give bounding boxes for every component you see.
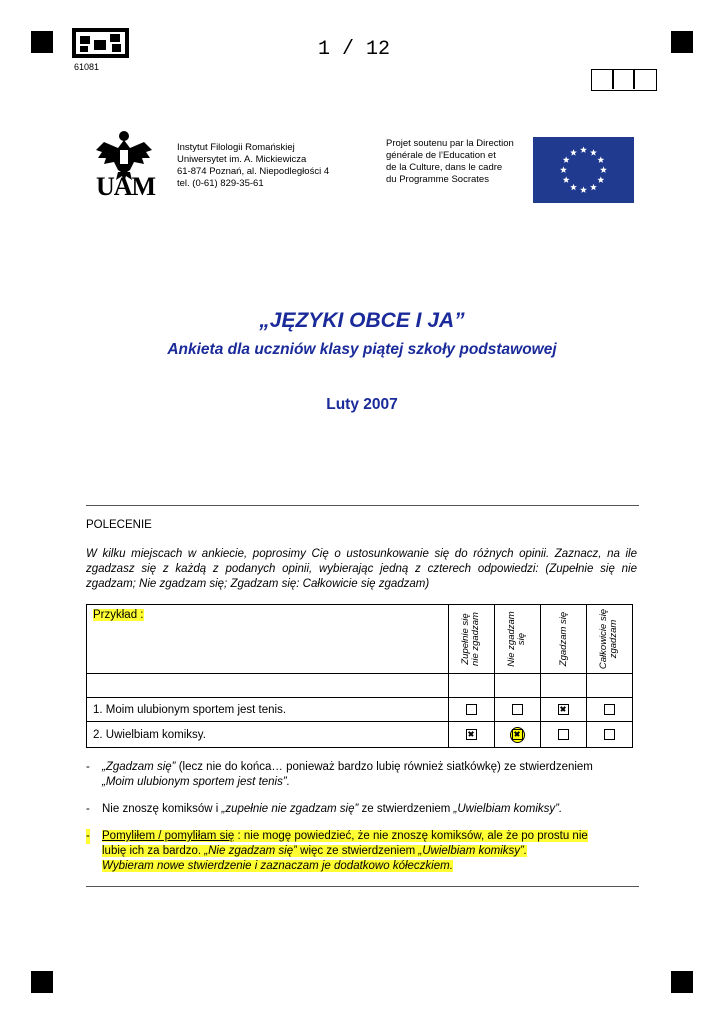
institution-address <box>177 142 329 190</box>
eu-stars-icon <box>533 137 634 203</box>
eu-star-icon <box>563 156 570 163</box>
bullet-dash: - <box>86 830 90 842</box>
eu-star-icon <box>580 146 587 153</box>
checkbox[interactable] <box>466 704 477 715</box>
table-row <box>87 698 633 722</box>
divider-bottom <box>86 886 639 887</box>
note-2: - Nie znoszę komiksów i „zupełnie nie zgadzam się” ze stwierdzeniem „Uwielbiam komiksy”. <box>86 803 563 815</box>
sponsor-line: générale de l’Education et <box>386 150 496 161</box>
circled-checkbox <box>510 727 525 743</box>
example-table <box>86 604 633 748</box>
eu-flag <box>533 137 634 203</box>
address-line: Uniwersytet im. A. Mickiewicza <box>177 154 307 165</box>
sponsor-line: de la Culture, dans le cadre <box>386 162 503 173</box>
eu-star-icon <box>570 149 577 156</box>
statement-cell: 2. Uwielbiam komiksy. <box>87 722 449 748</box>
checkbox[interactable] <box>604 704 615 715</box>
bullet-dash: - <box>86 803 90 815</box>
eu-star-icon <box>563 176 570 183</box>
instructions-text: W kilku miejscach w ankiecie, poprosimy Cię o ustosunkowanie się do różnych opinii. Zaznacz, na ile zgadzasz się z każdą z podanych opinii, wybierając jedną z czterech odpowiedzi: (Zupełnie się nie zgadzam; Nie zgadzam się; Zgadzam się: Całkowicie się zgadzam) <box>86 548 637 590</box>
column-header: Całkowicie się zgadzam <box>586 605 632 674</box>
example-label-cell <box>87 605 449 674</box>
uam-logo-text: UAM <box>96 172 156 201</box>
column-header: Zgadzam się <box>541 605 587 674</box>
document-date: Luty 2007 <box>326 396 398 413</box>
eu-star-icon <box>570 184 577 191</box>
example-label: Przykład : <box>93 609 144 621</box>
document-subtitle: Ankieta dla uczniów klasy piątej szkoły podstawowej <box>167 341 557 358</box>
bullet-dash: - <box>86 761 90 773</box>
eu-star-icon <box>600 166 607 173</box>
eu-star-icon <box>560 166 567 173</box>
checkbox[interactable] <box>604 729 615 740</box>
address-line: tel. (0-61) 829-35-61 <box>177 178 264 189</box>
divider-top <box>86 505 639 506</box>
corner-mark-top-right <box>671 31 693 53</box>
corner-mark-bottom-left <box>31 971 53 993</box>
eu-star-icon <box>590 149 597 156</box>
document-code: 61081 <box>74 62 100 72</box>
eu-star-icon <box>590 184 597 191</box>
table-spacer-row <box>87 674 633 698</box>
table-header-row <box>87 605 633 674</box>
barcode-pattern <box>72 28 129 58</box>
checkbox[interactable] <box>558 729 569 740</box>
document-title: „JĘZYKI OBCE I JA” <box>259 309 465 332</box>
address-line: Instytut Filologii Romańskiej <box>177 142 295 153</box>
table-row <box>87 722 633 748</box>
note-3: - Pomyliłem / pomyliłam się : nie mogę powiedzieć, że nie znoszę komiksów, ale że po prostu nie lubię ich za bardzo. „Nie zgadzam się” więc ze stwierdzeniem „Uwielbiam komiksy”. Wybieram nowe stwierdzenie i zaznaczam je dodatkowo kółeczkiem. <box>86 830 588 872</box>
uam-logo <box>94 128 154 200</box>
corner-mark-top-left <box>31 31 53 53</box>
sponsor-line: du Programme Socrates <box>386 174 489 185</box>
address-line: 61-874 Poznań, al. Niepodległości 4 <box>177 166 330 177</box>
instructions-heading: POLECENIE <box>86 519 152 531</box>
note-1: - „Zgadzam się” (lecz nie do końca… ponieważ bardzo lubię również siatkówkę) ze stwierdzeniem „Moim ulubionym sportem jest tenis”. <box>86 761 593 788</box>
column-header: Zupełnie się nie zgadzam <box>449 605 495 674</box>
statement-cell: 1. Moim ulubionym sportem jest tenis. <box>87 698 449 722</box>
checkbox-checked[interactable] <box>466 729 477 740</box>
corner-mark-bottom-right <box>671 971 693 993</box>
eu-star-icon <box>597 156 604 163</box>
page-number: 1 / 12 <box>318 38 391 61</box>
checkbox-checked[interactable] <box>512 729 523 740</box>
checkbox-checked[interactable] <box>558 704 569 715</box>
column-header: Nie zgadzam się <box>494 605 540 674</box>
sponsor-line: Projet soutenu par la Direction <box>386 138 514 149</box>
eu-star-icon <box>597 176 604 183</box>
sponsor-note <box>386 138 514 186</box>
checkbox[interactable] <box>512 704 523 715</box>
eu-star-icon <box>580 186 587 193</box>
code-boxes <box>591 69 657 91</box>
